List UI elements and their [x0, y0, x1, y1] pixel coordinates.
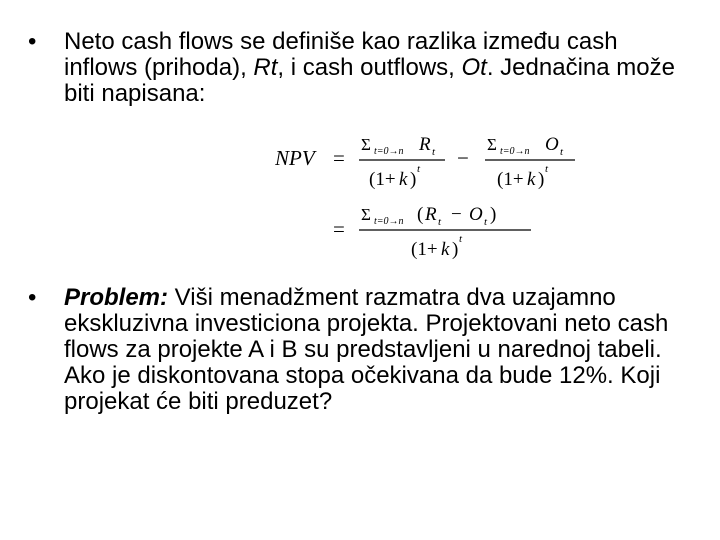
- r-symbol-2: R: [425, 204, 437, 225]
- problem-text: [64, 285, 684, 415]
- denominator-close-2: ): [538, 169, 545, 190]
- k-symbol-1: k: [399, 169, 408, 190]
- o-symbol-2: O: [469, 204, 483, 225]
- problem-body: Viši menadžment razmatra dva uzajamno ekskluzivna investiciona projekta. Projektovani neto cash flows za projekte A i B su predstavljeni u narednoj tabeli. Ako je diskontovana stopa očekivana da bude 12%. Koji projekat će biti preduzet?: [64, 284, 669, 415]
- denominator-open-1: (1+: [369, 169, 396, 190]
- equals-sign-1: =: [333, 146, 345, 170]
- equals-sign-2: =: [333, 217, 345, 241]
- exponent-2: t: [545, 163, 549, 175]
- npv-formula: [275, 130, 605, 260]
- o-subscript-2: t: [484, 216, 488, 228]
- denominator-open-3: (1+: [411, 239, 438, 260]
- o-symbol-1: O: [545, 134, 559, 155]
- definition-part-3: . Jednačina može biti napisana:: [64, 54, 675, 107]
- o-subscript-1: t: [560, 146, 564, 158]
- denominator-open-2: (1+: [497, 169, 524, 190]
- sigma-2: Σ: [487, 135, 497, 154]
- sum-index-3: t=0→n: [374, 216, 404, 227]
- definition-text: [64, 29, 684, 107]
- k-symbol-3: k: [441, 239, 450, 260]
- definition-part-2: , i cash outflows,: [277, 54, 462, 81]
- inner-minus: −: [451, 204, 462, 225]
- r-subscript-2: t: [438, 216, 442, 228]
- problem-keyword: Problem:: [64, 284, 169, 311]
- exponent-1: t: [417, 163, 421, 175]
- npv-formula-svg: [275, 130, 605, 260]
- paren-close: ): [490, 204, 497, 225]
- exponent-3: t: [459, 233, 463, 245]
- sigma-3: Σ: [361, 205, 371, 224]
- sum-index-1: t=0→n: [374, 146, 404, 157]
- denominator-close-1: ): [410, 169, 417, 190]
- rt-symbol: Rt: [253, 54, 278, 81]
- sigma-1: Σ: [361, 135, 371, 154]
- bullet-marker: •: [28, 28, 37, 55]
- bullet-marker: •: [28, 284, 37, 311]
- sum-index-2: t=0→n: [500, 146, 530, 157]
- ot-symbol: Ot: [461, 54, 487, 81]
- definition-part-1: Neto cash flows se definiše kao razlika između cash inflows (prihoda),: [64, 28, 618, 81]
- r-symbol-1: R: [419, 134, 431, 155]
- r-subscript-1: t: [432, 146, 436, 158]
- paren-open: (: [417, 204, 424, 225]
- k-symbol-2: k: [527, 169, 536, 190]
- npv-label: NPV: [275, 146, 315, 170]
- minus-sign: −: [457, 146, 469, 170]
- denominator-close-3: ): [452, 239, 459, 260]
